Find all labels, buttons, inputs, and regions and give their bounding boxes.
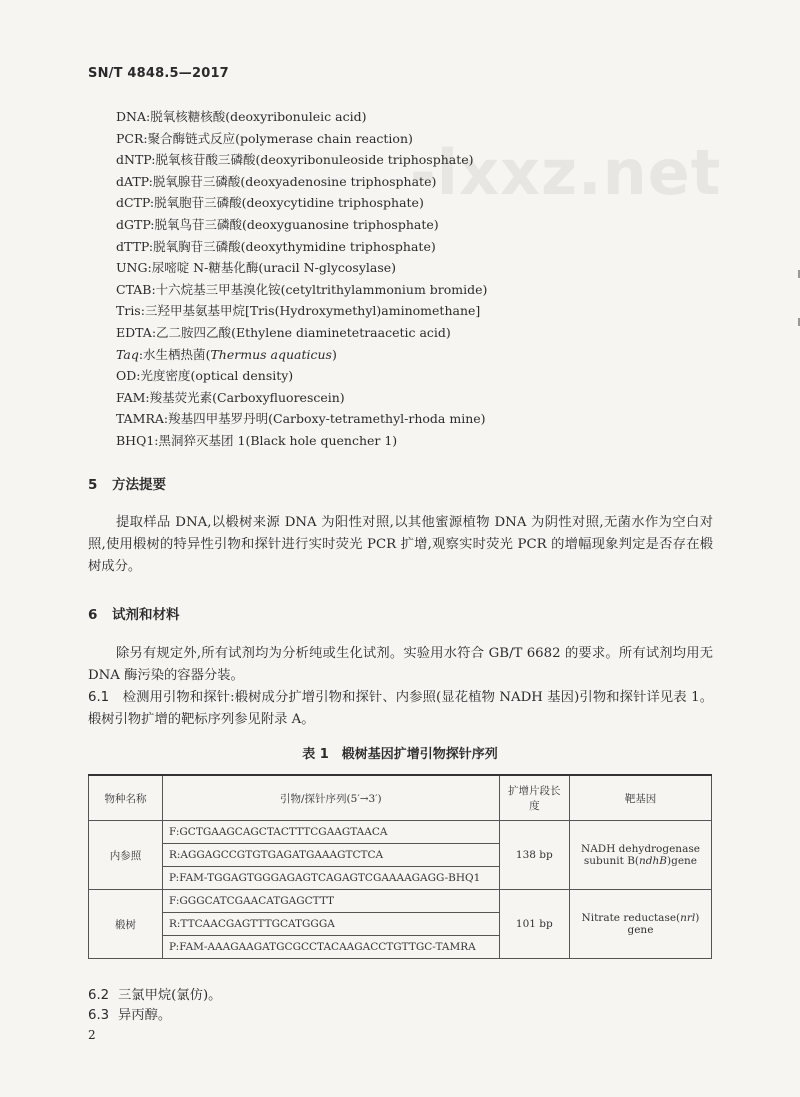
target-cell: NADH dehydrogenase subunit B(ndhB)gene (569, 821, 711, 890)
section-6-heading: 6 试剂和材料 (88, 607, 180, 623)
header-sequence: 引物/探针序列(5′→3′) (162, 775, 499, 821)
abbreviation-item: dCTP:脱氧胞苷三磷酸(deoxycytidine triphosphate) (116, 195, 424, 211)
sequence-cell: F:GGGCATCGAACATGAGCTTT (162, 890, 499, 913)
table-row (89, 890, 712, 913)
section-6-text: 除另有规定外,所有试剂均为分析纯或生化试剂。实验用水符合 GB/T 6682 的要求。所有试剂均用无 DNA 酶污染的容器分装。 (88, 646, 713, 683)
header-length: 扩增片段长度 (499, 775, 569, 821)
abbreviation-item: dTTP:脱氧胸苷三磷酸(deoxythymidine triphosphate) (116, 238, 436, 254)
abbreviation-item: Tris:三羟甲基氨基甲烷[Tris(Hydroxymethyl)aminomethane] (116, 303, 481, 319)
standard-code: SN/T 4848.5—2017 (88, 66, 229, 81)
table-row (89, 821, 712, 844)
abbreviation-item: BHQ1:黑洞猝灭基团 1(Black hole quencher 1) (116, 432, 398, 448)
abbreviation-item: PCR:聚合酶链式反应(polymerase chain reaction) (116, 130, 413, 146)
abbreviation-item: dNTP:脱氧核苷酸三磷酸(deoxyribonuleoside triphosphate) (116, 152, 474, 168)
length-cell: 138 bp (499, 821, 569, 890)
sequence-cell: F:GCTGAAGCAGCTACTTTCGAAGTAACA (162, 821, 499, 844)
primer-table (88, 774, 712, 959)
header-species: 物种名称 (89, 775, 163, 821)
sequence-cell: R:TTCAACGAGTTTGCATGGGA (162, 913, 499, 936)
abbreviation-item: dGTP:脱氧鸟苷三磷酸(deoxyguanosine triphosphate) (116, 216, 439, 232)
target-cell: Nitrate reductase(nrl) gene (569, 890, 711, 959)
section-5-heading: 5 方法提要 (88, 477, 166, 493)
section-6-1-text: 6.1 检测用引物和探针:椴树成分扩增引物和探针、内参照(显花植物 NADH 基因)引物和探针详见表 1。椴树引物扩增的靶标序列参见附录 A。 (88, 690, 714, 727)
sequence-cell: P:FAM-TGGAGTGGGAGAGTCAGAGTCGAAAAGAGG-BHQ1 (162, 867, 499, 890)
abbreviation-item: FAM:羧基荧光素(Carboxyfluorescein) (116, 389, 345, 405)
section-6-2: 6.2 三氯甲烷(氯仿)。 (88, 988, 222, 1003)
abbreviation-item: UNG:尿嘧啶 N-糖基化酶(uracil N-glycosylase) (116, 260, 397, 276)
abbreviation-item: Taq:水生栖热菌(Thermus aquaticus) (116, 346, 337, 362)
length-cell: 101 bp (499, 890, 569, 959)
species-cell: 椴树 (89, 890, 163, 959)
abbreviation-item: EDTA:乙二胺四乙酸(Ethylene diaminetetraacetic acid) (116, 324, 451, 340)
page-number: 2 (88, 1028, 96, 1042)
section-6-3: 6.3 异丙醇。 (88, 1008, 172, 1023)
abbreviation-item: TAMRA:羧基四甲基罗丹明(Carboxy-tetramethyl-rhoda mine) (116, 411, 486, 427)
sequence-cell: P:FAM-AAAGAAGATGCGCCTACAAGACCTGTTGC-TAMRA (162, 936, 499, 959)
abbreviation-item: OD:光度密度(optical density) (116, 368, 294, 384)
watermark-text: -lxxz.net (410, 136, 722, 209)
sequence-cell: R:AGGAGCCGTGTGAGATGAAAGTCTCA (162, 844, 499, 867)
abbreviation-item: dATP:脱氧腺苷三磷酸(deoxyadenosine triphosphate) (116, 173, 437, 189)
abbreviation-list (116, 106, 487, 452)
abbreviation-item: DNA:脱氧核糖核酸(deoxyribonuleic acid) (116, 109, 367, 124)
table-caption: 表 1 椴树基因扩增引物探针序列 (302, 747, 498, 762)
section-5-text: 提取样品 DNA,以椴树来源 DNA 为阳性对照,以其他蜜源植物 DNA 为阴性对照,无菌水作为空白对照,使用椴树的特异性引物和探针进行实时荧光 PCR 扩增,观察实时荧光 PCR 的增幅现象判定是否存在椴树成分。 (88, 515, 713, 574)
abbreviation-item: CTAB:十六烷基三甲基溴化铵(cetyltrithylammonium bromide) (116, 281, 488, 297)
species-cell: 内参照 (89, 821, 163, 890)
header-target: 靶基因 (569, 775, 711, 821)
